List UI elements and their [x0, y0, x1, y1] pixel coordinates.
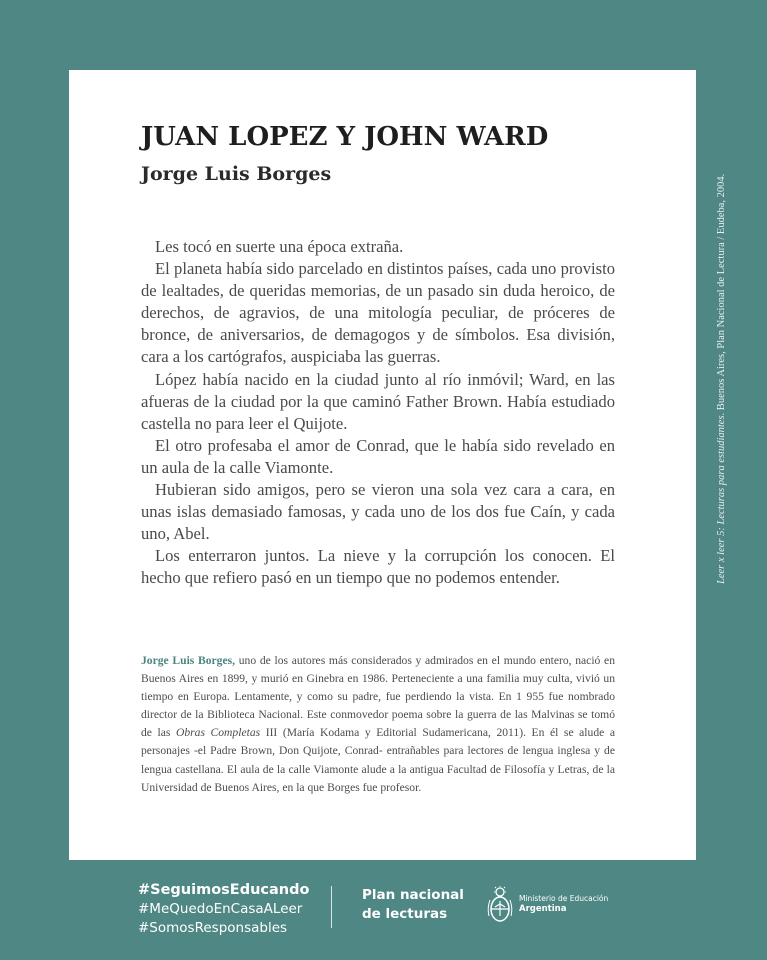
plan-line: Plan nacional	[362, 887, 464, 903]
poem-paragraph: López había nacido en la ciudad junto al río inmóvil; Ward, en las afueras de la ciudad por la que caminó Father Brown. Había estudiado castella no para leer el Quijote.	[141, 369, 615, 433]
source-credit	[716, 72, 727, 584]
poem-paragraph: Les tocó en suerte una época extraña.	[155, 237, 404, 256]
poem-title: JUAN LOPEZ Y JOHN WARD	[141, 122, 549, 152]
footer-divider	[331, 886, 332, 928]
plan-nacional-logo	[362, 886, 464, 924]
country-name: Argentina	[519, 904, 567, 914]
ministry-logo-text	[519, 894, 608, 914]
bio-work-title: Obras Completas	[175, 726, 261, 740]
bio-text: uno de los autores más considerados y admirados en el mundo entero, nació en Buenos Aires en 1899, y murió en Ginebra en 1986. Perteneciente a una familia muy culta, vivió un tiempo en Europa. Lentamente, y como su padre, fue perdiendo la vista. En 1 955 fue nombrado director de la Biblioteca Nacional. Este conmovedor poema sobre la guerra de las Malvinas se tomó de las	[141, 654, 615, 740]
footer-hashtags	[138, 880, 309, 938]
document-page	[69, 70, 696, 860]
source-credit-title: Leer x leer 5: Lecturas para estudiantes	[716, 415, 727, 584]
poem-paragraph: El otro profesaba el amor de Conrad, que le había sido revelado en un aula de la calle Viamonte.	[141, 435, 615, 477]
poem-paragraph: Los enterraron juntos. La nieve y la corrupción los conocen. El hecho que refiero pasó en un tiempo que no podemos entender.	[141, 546, 615, 588]
bio-author-name: Jorge Luis Borges,	[141, 654, 236, 667]
source-credit-rest: . Buenos Aires, Plan Nacional de Lectura / Eudeba, 2004.	[716, 173, 727, 416]
poem-paragraph: Hubieran sido amigos, pero se vieron una sola vez cara a cara, en unas islas demasiado famosas, y cada uno de los dos fue Caín, y cada uno, Abel.	[141, 480, 615, 544]
bio-text: III (María Kodama y Editorial Sudamericana, 2011). En él se alude a personajes -el Padre Brown, Don Quijote, Conrad- entrañables para lectores de lengua inglesa y de lengua castellana. El aula de la calle Viamonte alude a la antigua Facultad de Filosofía y Letras, de la Universidad de Buenos Aires, en la que Borges fue profesor.	[141, 726, 615, 794]
poem-body	[141, 236, 615, 590]
poem-paragraph: El planeta había sido parcelado en distintos países, cada uno provisto de lealtades, de queridas memorias, de un pasado sin duda heroico, de derechos, de agravios, de una mitología peculiar, de próceres de bronce, de aniversarios, de demagogos y de símbolos. Esa división, cara a los cartógrafos, auspiciaba las guerras.	[141, 259, 615, 367]
hashtag: #SomosResponsables	[138, 920, 288, 936]
coat-of-arms-icon	[486, 886, 514, 924]
plan-line: de lecturas	[362, 906, 448, 922]
hashtag: #MeQuedoEnCasaALeer	[138, 901, 303, 917]
author-bio	[141, 652, 615, 797]
ministry-name: Ministerio de Educación	[519, 894, 609, 903]
hashtag: #SeguimosEducando	[138, 882, 310, 898]
poem-author: Jorge Luis Borges	[141, 163, 332, 185]
